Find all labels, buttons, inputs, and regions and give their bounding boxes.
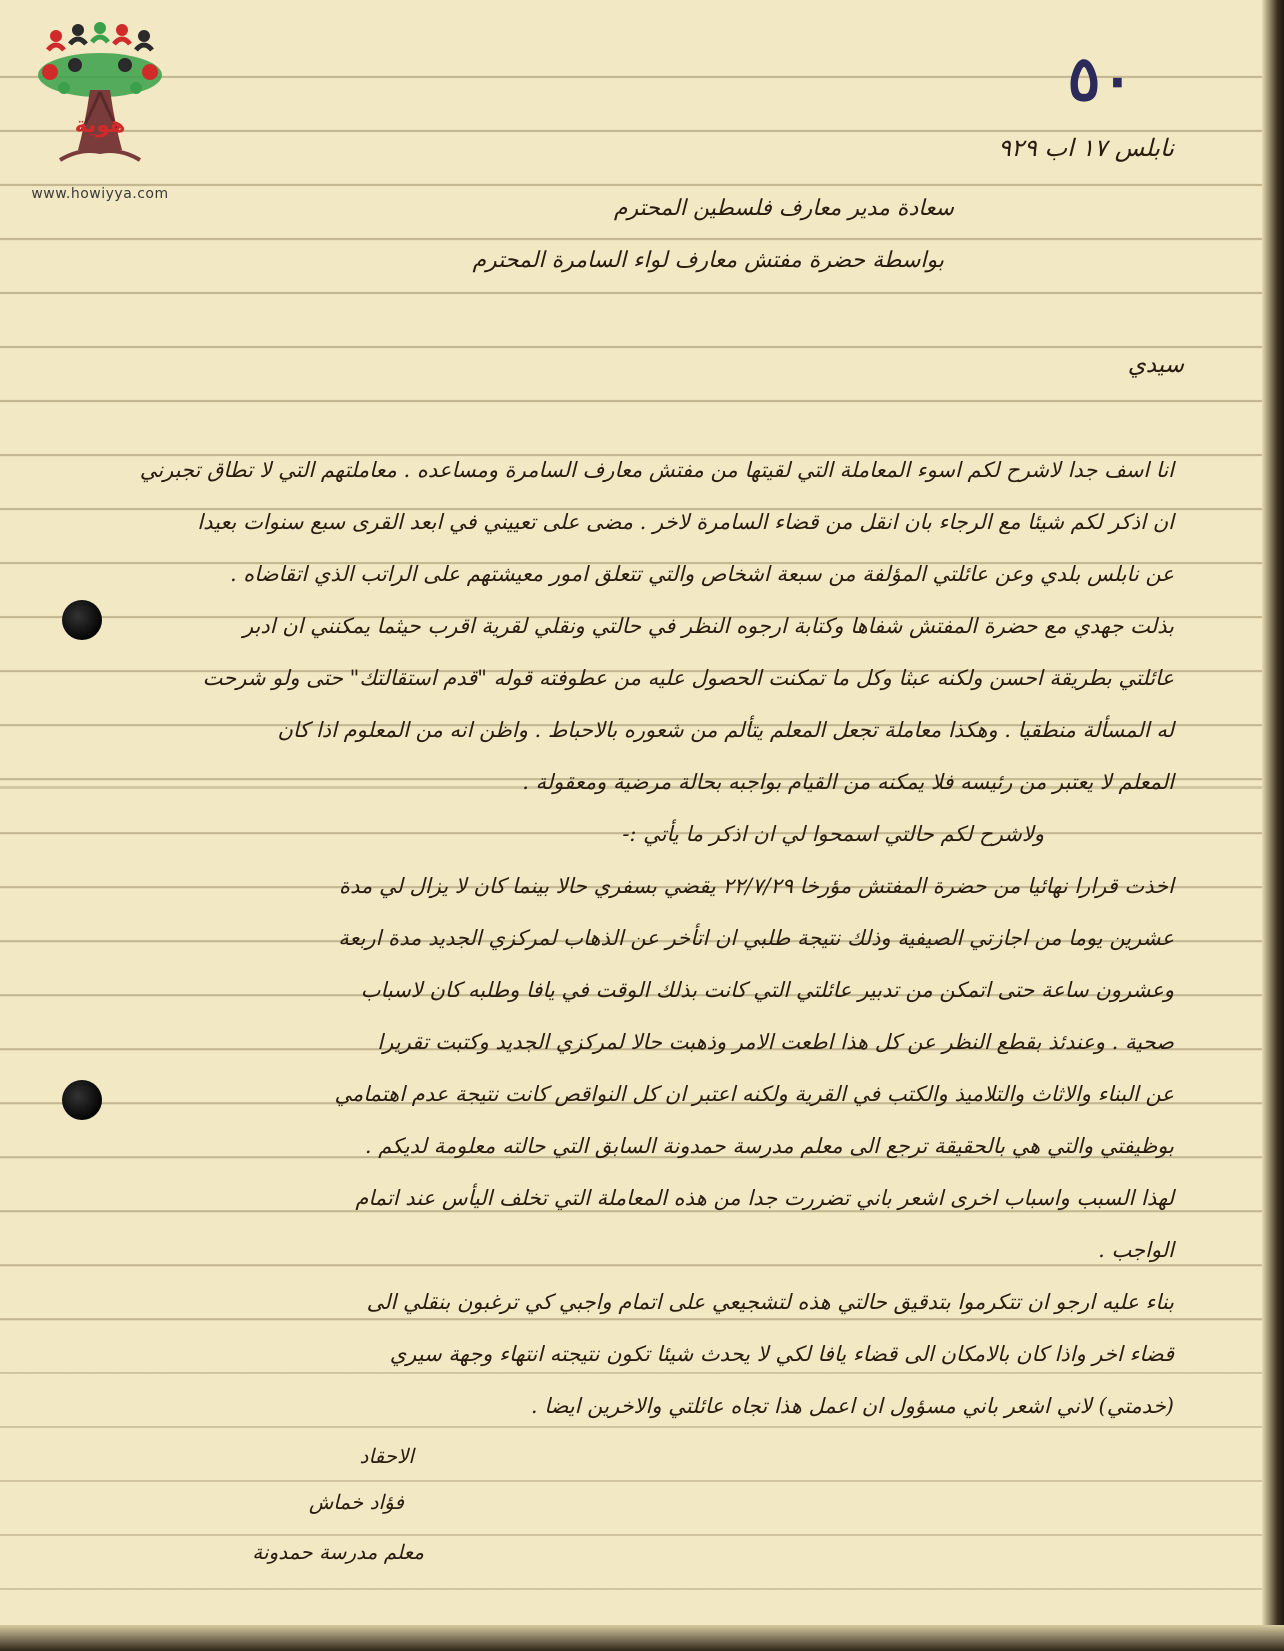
- page-number: ٥٠: [1067, 42, 1134, 115]
- body-line: بذلت جهدي مع حضرة المفتش شفاها وكتابة ارجوه النظر في حالتي ونقلي لقرية اقرب حيثما يمكنني ان ادبر: [242, 614, 1174, 638]
- closing-line: الاحقاد: [359, 1444, 414, 1468]
- body-line: عن البناء والاثاث والتلاميذ والكتب في القرية ولكنه اعتبر ان كل النواقص كانت نتيجة عدم اهتمامي: [334, 1082, 1174, 1106]
- body-line: الواجب .: [1098, 1238, 1174, 1262]
- recipient-line-1: سعادة مدير معارف فلسطين المحترم: [613, 196, 954, 221]
- body-line: له المسألة منطقيا . وهكذا معاملة تجعل المعلم يتألم من شعوره بالاحباط . واظن انه من المعلوم اذا كان: [277, 718, 1174, 742]
- body-line: ان اذكر لكم شيئا مع الرجاء بان انقل من قضاء السامرة لاخر . مضى على تعييني في ابعد القرى سبع سنوات بعيدا: [197, 510, 1174, 534]
- recipient-line-2: بواسطة حضرة مفتش معارف لواء السامرة المحترم: [472, 248, 944, 273]
- tree-logo-icon: [20, 20, 180, 185]
- signer-name: فؤاد خماش: [308, 1490, 404, 1514]
- body-line: قضاء اخر واذا كان بالامكان الى قضاء يافا لكي لا يحدث شيئا تكون نتيجته انتهاء وجهة سيري: [389, 1342, 1174, 1366]
- body-line: اخذت قرارا نهائيا من حضرة المفتش مؤرخا ٢٢/٧/٢٩ يقضي بسفري حالا بينما كان لا يزال لي مدة: [339, 874, 1174, 898]
- page-edge-right: [1262, 0, 1284, 1651]
- punch-hole: [62, 600, 102, 640]
- body-line: (خدمتي) لاني اشعر باني مسؤول ان اعمل هذا تجاه عائلتي والاخرين ايضا .: [530, 1394, 1174, 1418]
- body-line: انا اسف جدا لاشرح لكم اسوء المعاملة التي لقيتها من مفتش معارف السامرة ومساعده . معاملتهم التي لا تطاق تجبرني: [139, 458, 1174, 482]
- signer-title: معلم مدرسة حمدونة: [252, 1540, 424, 1564]
- body-line: صحية . وعندئذ بقطع النظر عن كل هذا اطعت الامر وذهبت حالا لمركزي الجديد وكتبت تقريرا: [377, 1030, 1174, 1054]
- body-line: عن نابلس بلدي وعن عائلتي المؤلفة من سبعة اشخاص والتي تتعلق امور معيشتهم على الراتب الذي اتقاضاه .: [229, 562, 1174, 586]
- body-line: عشرين يوما من اجازتي الصيفية وذلك نتيجة طلبي ان اتأخر عن الذهاب لمركزي الجديد مدة اربعة: [338, 926, 1174, 950]
- letter-date: نابلس ١٧ اب ٩٢٩: [998, 134, 1174, 162]
- logo-url: www.howiyya.com: [31, 186, 169, 202]
- body-line: ولاشرح لكم حالتي اسمحوا لي ان اذكر ما يأتي :-: [622, 822, 1044, 846]
- body-line: عائلتي بطريقة احسن ولكنه عبثا وكل ما تمكنت الحصول عليه من عطوفته قوله "قدم استقالتك" حتى ولو شرحت: [202, 666, 1174, 690]
- body-line: بوظيفتي والتي هي بالحقيقة ترجع الى معلم مدرسة حمدونة السابق التي حالته معلومة لديكم .: [364, 1134, 1174, 1158]
- howiyya-logo: [20, 20, 180, 205]
- page-edge-bottom: [0, 1625, 1284, 1651]
- body-line: بناء عليه ارجو ان تتكرموا بتدقيق حالتي هذه لتشجيعي على اتمام واجبي كي ترغبون بنقلي الى: [366, 1290, 1174, 1314]
- body-line: وعشرون ساعة حتى اتمكن من تدبير عائلتي التي كانت بذلك الوقت في يافا وطلبه كان لاسباب: [360, 978, 1174, 1002]
- body-line: المعلم لا يعتبر من رئيسه فلا يمكنه من القيام بواجبه بحالة مرضية ومعقولة .: [522, 770, 1174, 794]
- punch-hole: [62, 1080, 102, 1120]
- body-line: لهذا السبب واسباب اخرى اشعر باني تضررت جدا من هذه المعاملة التي تخلف اليأس عند اتمام: [355, 1186, 1174, 1210]
- salutation: سيدي: [1127, 352, 1184, 378]
- logo-brand-word: هوية: [74, 113, 126, 138]
